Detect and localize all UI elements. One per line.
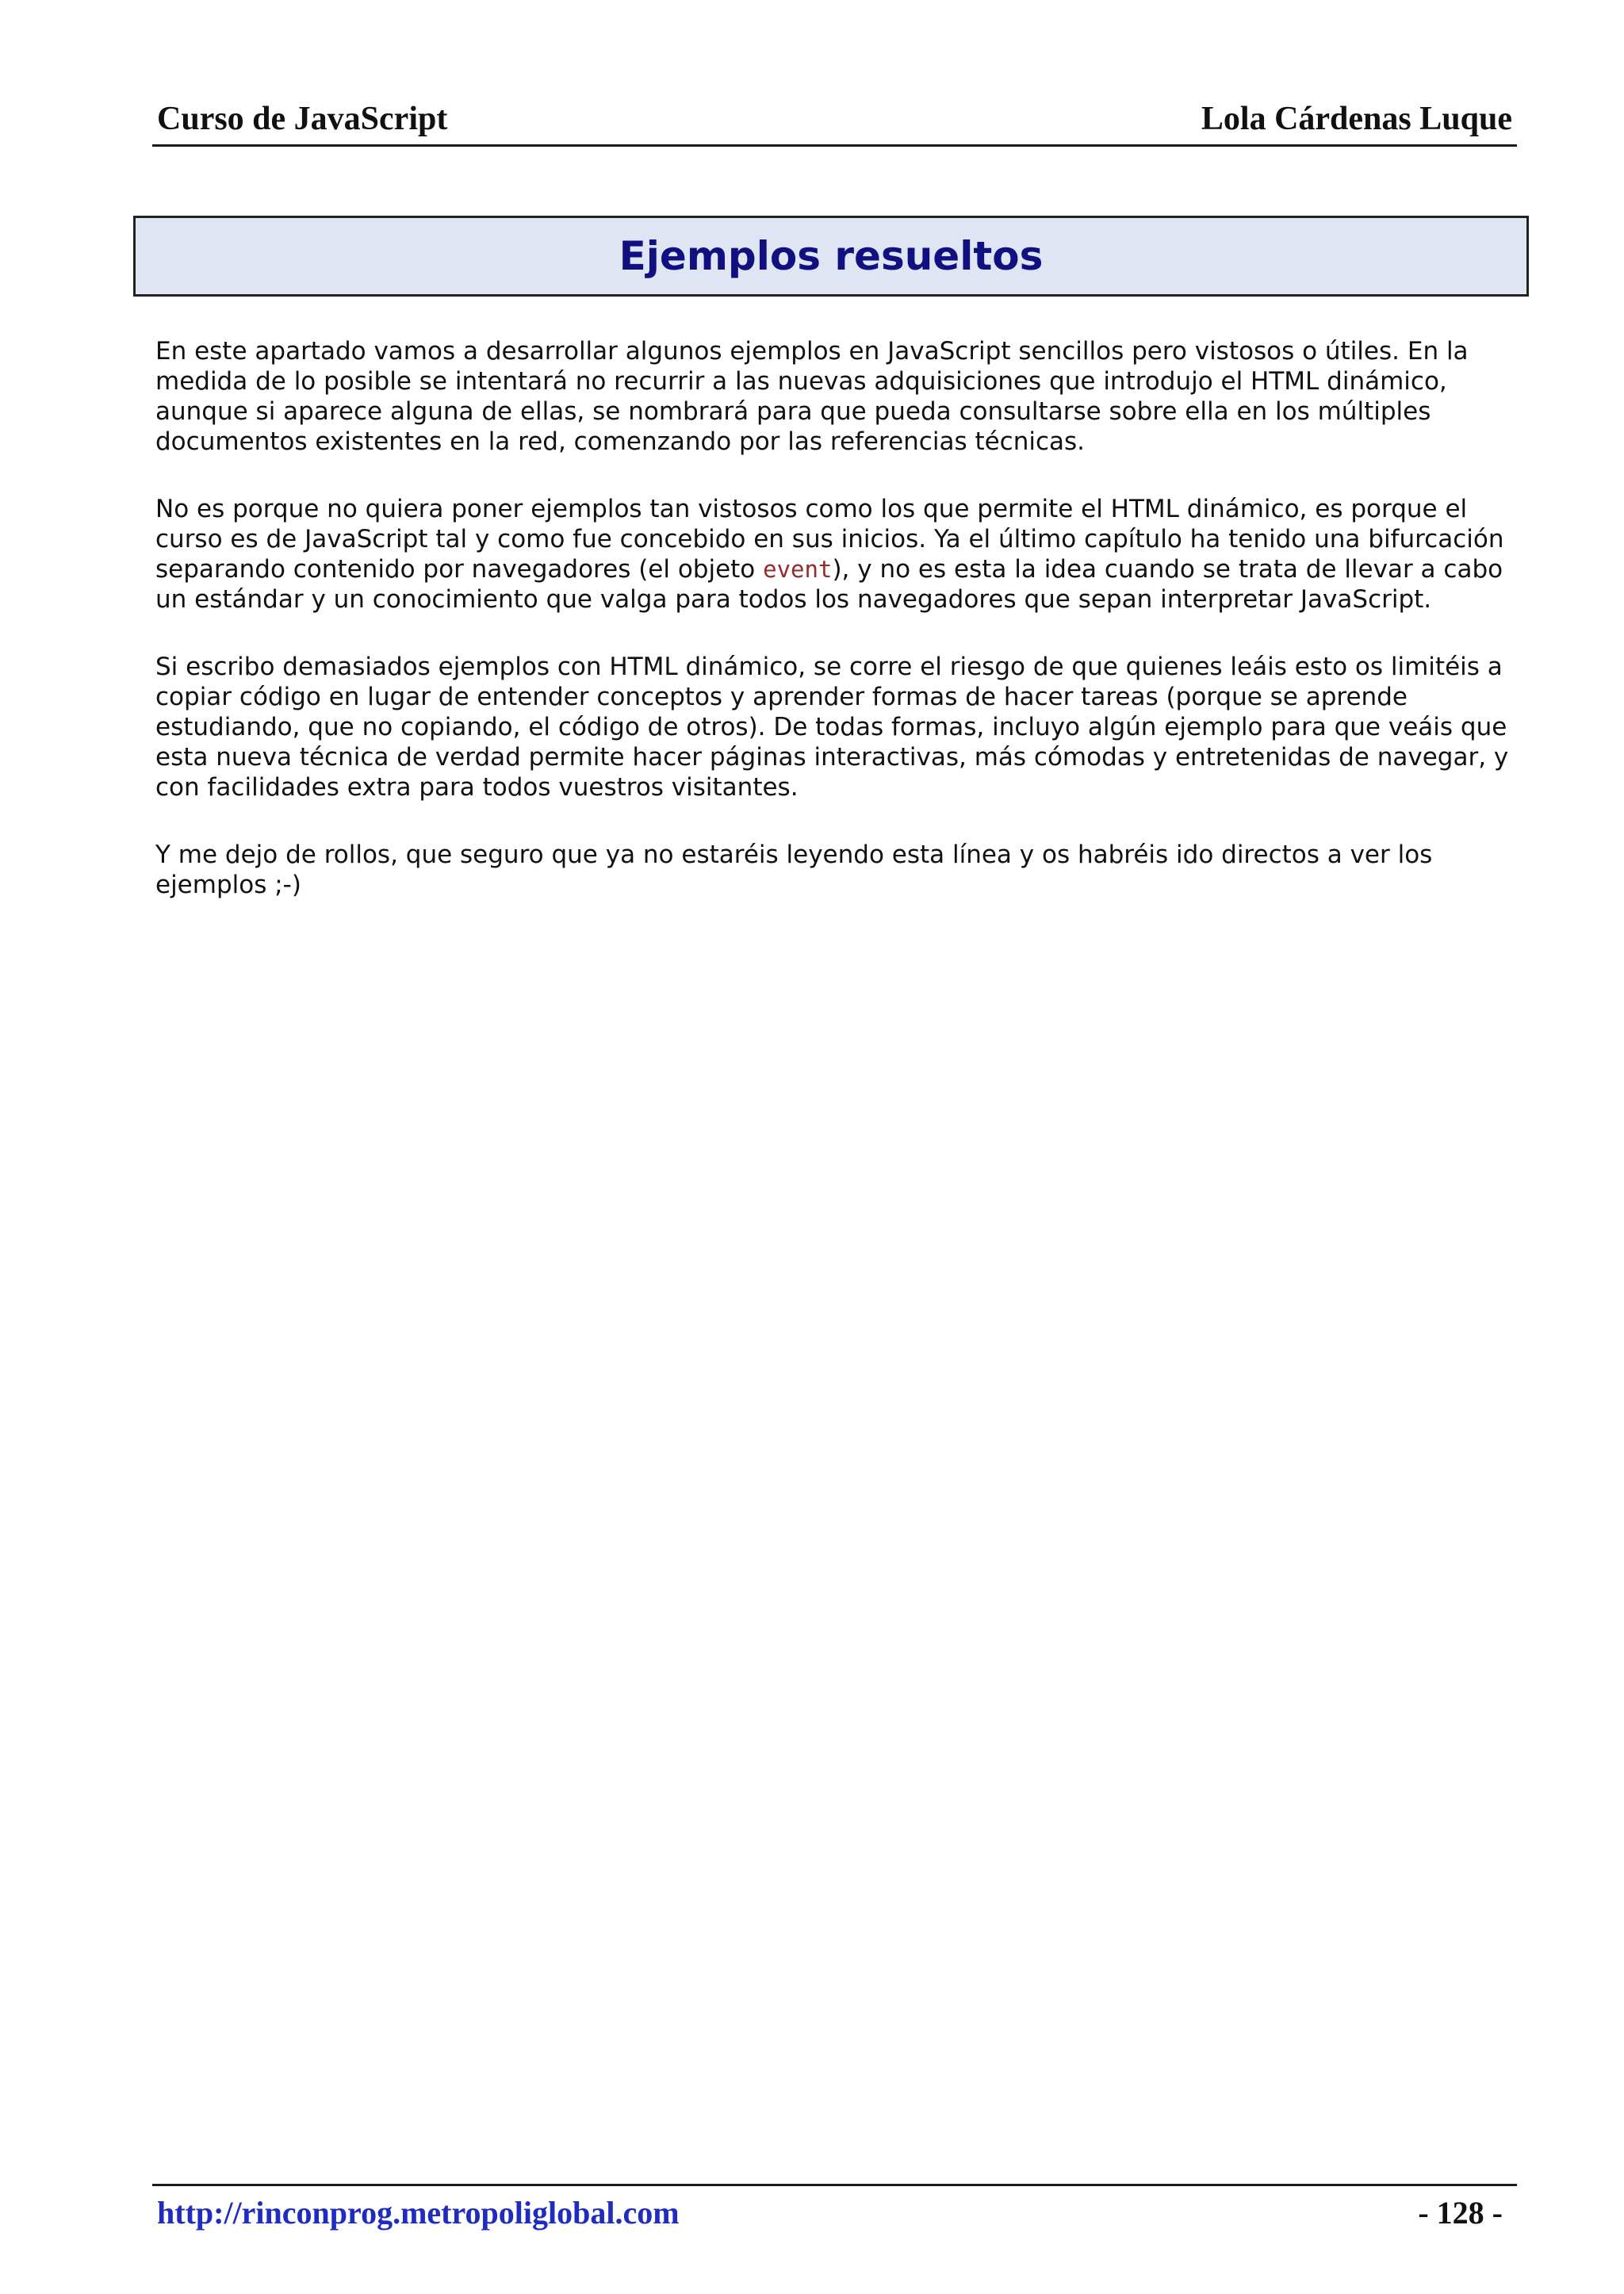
paragraph-4: Y me dejo de rollos, que seguro que ya no estaréis leyendo esta línea y os habréis ido directos a ver los ejemplos ;-): [155, 841, 1433, 899]
header-author: Lola Cárdenas Luque: [1201, 101, 1512, 137]
paragraph-1: En este apartado vamos a desarrollar algunos ejemplos en JavaScript sencillos pero vistosos o útiles. En la medida de lo posible se intentará no recurrir a las nuevas adquisiciones que introdujo el HTML dinámico, aunque si aparece alguna de ellas, se nombrará para que pueda consultarse sobre ella en los múltiples documentos existentes en la red, comenzando por las referencias técnicas.: [155, 337, 1469, 456]
footer-url-link[interactable]: http://rinconprog.metropoliglobal.com: [157, 2195, 680, 2231]
page-content: [155, 336, 1519, 937]
section-title: Ejemplos resueltos: [619, 233, 1044, 279]
section-title-box: [133, 216, 1529, 297]
page-header: [152, 94, 1517, 147]
header-course-title: Curso de JavaScript: [157, 101, 448, 137]
paragraph-3: Si escribo demasiados ejemplos con HTML dinámico, se corre el riesgo de que quienes leáis esto os limitéis a copiar código en lugar de entender conceptos y aprender formas de hacer tareas (porque se aprende estudiando, que no copiando, el código de otros). De todas formas, incluyo algún ejemplo para que veáis que esta nueva técnica de verdad permite hacer páginas interactivas, más cómodas y entretenidas de navegar, y con facilidades extra para todos vuestros visitantes.: [155, 653, 1509, 802]
paragraph-2-part-1: No es porque no quiera poner ejemplos tan vistosos como los que permite el HTML dinámico, es porque el curso es de JavaScript tal y como fue concebido en sus inicios. Ya el último capítulo ha tenido una bifurcación separando contenido por navegadores (el objeto: [155, 495, 1504, 584]
paragraph-2: [155, 494, 1519, 615]
inline-code-event: event: [763, 556, 833, 583]
paragraph-2-part-2: ), y no es esta la idea cuando se trata de llevar a cabo un estándar y un conocimiento que valga para todos los navegadores que sepan interpretar JavaScript.: [155, 555, 1503, 614]
page-footer: [152, 2184, 1517, 2234]
page-number: - 128 -: [1418, 2195, 1503, 2231]
